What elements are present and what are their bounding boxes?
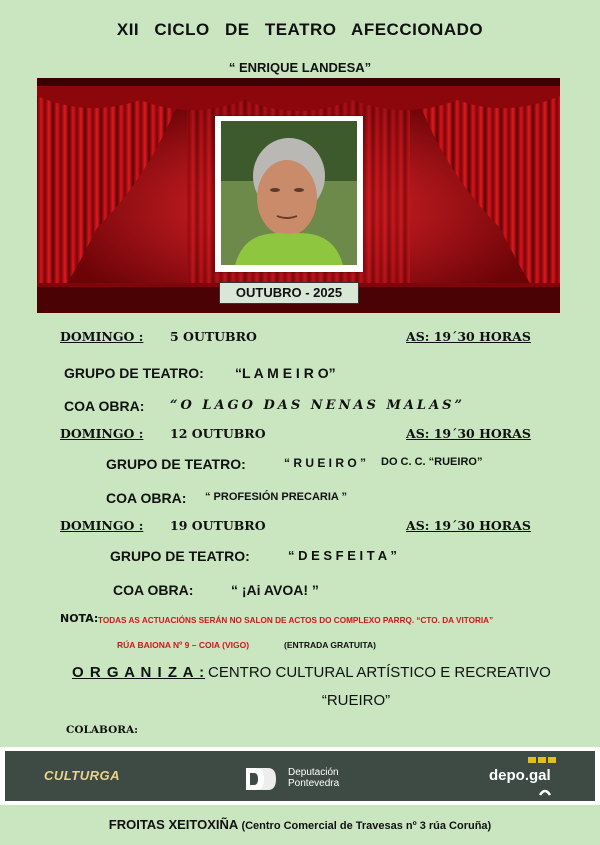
poster-subtitle: “ ENRIQUE LANDESA” <box>228 60 372 75</box>
event3-work-label: COA OBRA: <box>113 582 194 598</box>
event2-work-label: COA OBRA: <box>106 490 187 506</box>
collaborators-label: COLABORA: <box>66 724 138 736</box>
event2-group-extra: DO C. C. “RUEIRO” <box>381 456 483 468</box>
event2-work-name: “ PROFESIÓN PRECARIA ” <box>205 491 347 503</box>
note-label: NOTA: <box>60 612 99 625</box>
event2-group-name: “ R U E I R O ” <box>284 456 367 470</box>
event3-group-label: GRUPO DE TEATRO: <box>110 548 250 564</box>
organizer-name: CENTRO CULTURAL ARTÍSTICO E RECREATIVO <box>208 664 551 681</box>
deputacion-line1: Deputación <box>288 767 339 778</box>
event3-time: AS: 19´30 HORAS <box>406 518 531 533</box>
sponsor-footer <box>0 817 600 832</box>
sponsor-detail: (Centro Comercial de Travesas nº 3 rúa Coruña) <box>241 820 492 832</box>
event1-group-label: GRUPO DE TEATRO: <box>64 365 204 381</box>
event2-time: AS: 19´30 HORAS <box>406 426 531 441</box>
depo-smile-icon <box>538 784 552 802</box>
event3-work-name: “ ¡Ai AVOA! ” <box>231 582 319 598</box>
deputacion-line2: Pontevedra <box>288 778 340 789</box>
deputacion-name <box>288 767 339 789</box>
event1-group-name: “L A M E I R O” <box>235 365 336 381</box>
month-label: OUTUBRO - 2025 <box>219 282 359 304</box>
note-line2-entry: (ENTRADA GRATUITA) <box>284 640 376 650</box>
organizer-label: O R G A N I Z A : <box>72 664 206 681</box>
deputacion-emblem-icon <box>244 766 284 792</box>
note-line1: TODAS AS ACTUACIÓNS SERÁN NO SALON DE ACTOS DO COMPLEXO PARRQ. “CTO. DA VITORIA” <box>98 616 494 625</box>
event1-work-name: “O LAGO DAS NENAS MALAS” <box>170 398 466 413</box>
sponsor-name: FROITAS XEITOXIÑA <box>108 817 238 832</box>
portrait-photo <box>215 116 363 272</box>
event3-group-name: “ D E S F E I T A ” <box>288 548 397 563</box>
event1-date: 5 OUTUBRO <box>170 329 257 344</box>
event2-group-label: GRUPO DE TEATRO: <box>106 456 246 472</box>
depo-logo: depo.gal <box>489 767 551 784</box>
event3-day: DOMINGO : <box>60 518 144 533</box>
event1-time: AS: 19´30 HORAS <box>406 329 531 344</box>
poster-title: XII CICLO DE TEATRO AFECCIONADO <box>116 20 484 39</box>
note-line2-address: RÚA BAIONA Nº 9 – COIA (VIGO) <box>117 640 250 650</box>
event3-date: 19 OUTUBRO <box>170 518 266 533</box>
event2-date: 12 OUTUBRO <box>170 426 266 441</box>
person-portrait-icon <box>215 116 363 272</box>
event1-work-label: COA OBRA: <box>64 398 145 414</box>
organizer-name-line2: “RUEIRO” <box>321 692 391 709</box>
deputacion-logo <box>244 766 284 797</box>
cultura-logo: CULTURGA <box>44 768 120 783</box>
event2-day: DOMINGO : <box>60 426 144 441</box>
event1-day: DOMINGO : <box>60 329 144 344</box>
